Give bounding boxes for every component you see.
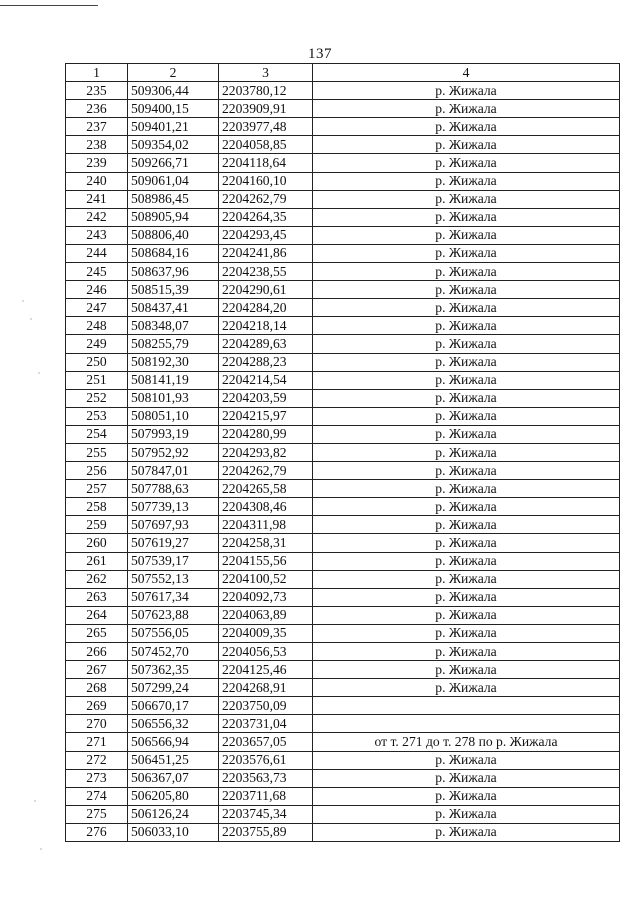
x-coordinate-cell: 508637,96: [128, 263, 219, 281]
point-number-cell: 267: [66, 661, 128, 679]
table-row: [66, 588, 620, 606]
point-number-cell: 237: [66, 118, 128, 136]
y-coordinate-cell: 2204058,85: [219, 136, 313, 154]
table-row: [66, 480, 620, 498]
y-coordinate-cell: 2204160,10: [219, 172, 313, 190]
table-row: [66, 407, 620, 425]
y-coordinate-cell: 2204092,73: [219, 588, 313, 606]
description-cell: от т. 271 до т. 278 по р. Жижала: [313, 733, 620, 751]
table-row: [66, 208, 620, 226]
point-number-cell: 246: [66, 281, 128, 299]
y-coordinate-cell: 2204262,79: [219, 190, 313, 208]
scan-speck: [22, 300, 24, 302]
y-coordinate-cell: 2204265,58: [219, 480, 313, 498]
x-coordinate-cell: 508986,45: [128, 190, 219, 208]
y-coordinate-cell: 2204238,55: [219, 263, 313, 281]
point-number-cell: 269: [66, 697, 128, 715]
y-coordinate-cell: 2203977,48: [219, 118, 313, 136]
point-number-cell: 251: [66, 371, 128, 389]
x-coordinate-cell: 506670,17: [128, 697, 219, 715]
description-cell: р. Жижала: [313, 443, 620, 461]
x-coordinate-cell: 508684,16: [128, 244, 219, 262]
x-coordinate-cell: 506566,94: [128, 733, 219, 751]
header-col-1: 1: [66, 64, 128, 82]
x-coordinate-cell: 509306,44: [128, 82, 219, 100]
description-cell: р. Жижала: [313, 606, 620, 624]
y-coordinate-cell: 2204203,59: [219, 389, 313, 407]
y-coordinate-cell: 2204284,20: [219, 299, 313, 317]
description-cell: р. Жижала: [313, 263, 620, 281]
page-number: 137: [308, 46, 332, 62]
x-coordinate-cell: 506451,25: [128, 751, 219, 769]
x-coordinate-cell: 506033,10: [128, 823, 219, 841]
point-number-cell: 258: [66, 498, 128, 516]
description-cell: р. Жижала: [313, 516, 620, 534]
y-coordinate-cell: 2204264,35: [219, 208, 313, 226]
y-coordinate-cell: 2204262,79: [219, 462, 313, 480]
x-coordinate-cell: 507952,92: [128, 443, 219, 461]
table-row: [66, 462, 620, 480]
table-row: [66, 82, 620, 100]
description-cell: р. Жижала: [313, 480, 620, 498]
point-number-cell: 274: [66, 787, 128, 805]
description-cell: р. Жижала: [313, 462, 620, 480]
x-coordinate-cell: 508141,19: [128, 371, 219, 389]
table-row: [66, 371, 620, 389]
x-coordinate-cell: 508348,07: [128, 317, 219, 335]
description-cell: р. Жижала: [313, 335, 620, 353]
table-row: [66, 624, 620, 642]
description-cell: р. Жижала: [313, 136, 620, 154]
point-number-cell: 259: [66, 516, 128, 534]
table-row: [66, 679, 620, 697]
description-cell: р. Жижала: [313, 588, 620, 606]
point-number-cell: 250: [66, 353, 128, 371]
y-coordinate-cell: 2204218,14: [219, 317, 313, 335]
x-coordinate-cell: 508101,93: [128, 389, 219, 407]
description-cell: р. Жижала: [313, 751, 620, 769]
y-coordinate-cell: 2204214,54: [219, 371, 313, 389]
y-coordinate-cell: 2204009,35: [219, 624, 313, 642]
table-row: [66, 281, 620, 299]
table-body: [66, 82, 620, 842]
point-number-cell: 273: [66, 769, 128, 787]
table-row: [66, 606, 620, 624]
point-number-cell: 252: [66, 389, 128, 407]
description-cell: р. Жижала: [313, 823, 620, 841]
x-coordinate-cell: 507739,13: [128, 498, 219, 516]
table-row: [66, 534, 620, 552]
x-coordinate-cell: 506367,07: [128, 769, 219, 787]
description-cell: р. Жижала: [313, 299, 620, 317]
description-cell: р. Жижала: [313, 425, 620, 443]
point-number-cell: 255: [66, 443, 128, 461]
description-cell: р. Жижала: [313, 281, 620, 299]
description-cell: р. Жижала: [313, 100, 620, 118]
coordinates-table: [65, 63, 620, 842]
description-cell: р. Жижала: [313, 552, 620, 570]
point-number-cell: 270: [66, 715, 128, 733]
description-cell: р. Жижала: [313, 244, 620, 262]
table-row: [66, 697, 620, 715]
y-coordinate-cell: 2203657,05: [219, 733, 313, 751]
point-number-cell: 272: [66, 751, 128, 769]
x-coordinate-cell: 508051,10: [128, 407, 219, 425]
x-coordinate-cell: 507617,34: [128, 588, 219, 606]
x-coordinate-cell: 508192,30: [128, 353, 219, 371]
point-number-cell: 264: [66, 606, 128, 624]
x-coordinate-cell: 508255,79: [128, 335, 219, 353]
x-coordinate-cell: 508437,41: [128, 299, 219, 317]
table-row: [66, 118, 620, 136]
description-cell: р. Жижала: [313, 787, 620, 805]
point-number-cell: 249: [66, 335, 128, 353]
y-coordinate-cell: 2203745,34: [219, 805, 313, 823]
header-col-3: 3: [219, 64, 313, 82]
y-coordinate-cell: 2203563,73: [219, 769, 313, 787]
description-cell: р. Жижала: [313, 389, 620, 407]
x-coordinate-cell: 508806,40: [128, 226, 219, 244]
point-number-cell: 236: [66, 100, 128, 118]
y-coordinate-cell: 2204063,89: [219, 606, 313, 624]
table-row: [66, 570, 620, 588]
point-number-cell: 241: [66, 190, 128, 208]
y-coordinate-cell: 2204289,63: [219, 335, 313, 353]
table-row: [66, 751, 620, 769]
table-row: [66, 443, 620, 461]
header-row: [66, 64, 620, 82]
point-number-cell: 268: [66, 679, 128, 697]
x-coordinate-cell: 506205,80: [128, 787, 219, 805]
table-row: [66, 643, 620, 661]
point-number-cell: 276: [66, 823, 128, 841]
y-coordinate-cell: 2204215,97: [219, 407, 313, 425]
y-coordinate-cell: 2204056,53: [219, 643, 313, 661]
x-coordinate-cell: 509400,15: [128, 100, 219, 118]
point-number-cell: 271: [66, 733, 128, 751]
header-col-4: 4: [313, 64, 620, 82]
table-row: [66, 226, 620, 244]
x-coordinate-cell: 507788,63: [128, 480, 219, 498]
x-coordinate-cell: 506556,32: [128, 715, 219, 733]
description-cell: р. Жижала: [313, 172, 620, 190]
x-coordinate-cell: 507993,19: [128, 425, 219, 443]
y-coordinate-cell: 2204258,31: [219, 534, 313, 552]
description-cell: р. Жижала: [313, 679, 620, 697]
y-coordinate-cell: 2203750,09: [219, 697, 313, 715]
x-coordinate-cell: 507697,93: [128, 516, 219, 534]
point-number-cell: 263: [66, 588, 128, 606]
y-coordinate-cell: 2203711,68: [219, 787, 313, 805]
point-number-cell: 257: [66, 480, 128, 498]
scan-speck: [40, 848, 42, 850]
x-coordinate-cell: 507539,17: [128, 552, 219, 570]
point-number-cell: 248: [66, 317, 128, 335]
description-cell: р. Жижала: [313, 371, 620, 389]
x-coordinate-cell: 508905,94: [128, 208, 219, 226]
table-row: [66, 661, 620, 679]
y-coordinate-cell: 2204118,64: [219, 154, 313, 172]
x-coordinate-cell: 507299,24: [128, 679, 219, 697]
x-coordinate-cell: 507362,35: [128, 661, 219, 679]
point-number-cell: 256: [66, 462, 128, 480]
table-row: [66, 317, 620, 335]
description-cell: [313, 697, 620, 715]
point-number-cell: 243: [66, 226, 128, 244]
x-coordinate-cell: 507623,88: [128, 606, 219, 624]
y-coordinate-cell: 2203780,12: [219, 82, 313, 100]
description-cell: р. Жижала: [313, 805, 620, 823]
description-cell: р. Жижала: [313, 317, 620, 335]
table-row: [66, 805, 620, 823]
corner-rule: [0, 0, 98, 6]
x-coordinate-cell: 507619,27: [128, 534, 219, 552]
table-row: [66, 335, 620, 353]
y-coordinate-cell: 2204311,98: [219, 516, 313, 534]
description-cell: р. Жижала: [313, 118, 620, 136]
table-row: [66, 769, 620, 787]
x-coordinate-cell: 507552,13: [128, 570, 219, 588]
y-coordinate-cell: 2204308,46: [219, 498, 313, 516]
y-coordinate-cell: 2203576,61: [219, 751, 313, 769]
description-cell: р. Жижала: [313, 498, 620, 516]
point-number-cell: 266: [66, 643, 128, 661]
table-row: [66, 552, 620, 570]
y-coordinate-cell: 2204268,91: [219, 679, 313, 697]
y-coordinate-cell: 2204125,46: [219, 661, 313, 679]
y-coordinate-cell: 2204155,56: [219, 552, 313, 570]
table-row: [66, 823, 620, 841]
x-coordinate-cell: 509354,02: [128, 136, 219, 154]
table-row: [66, 100, 620, 118]
description-cell: р. Жижала: [313, 407, 620, 425]
scan-speck: [38, 372, 40, 374]
x-coordinate-cell: 509266,71: [128, 154, 219, 172]
description-cell: р. Жижала: [313, 190, 620, 208]
description-cell: р. Жижала: [313, 534, 620, 552]
y-coordinate-cell: 2203755,89: [219, 823, 313, 841]
x-coordinate-cell: 508515,39: [128, 281, 219, 299]
y-coordinate-cell: 2203731,04: [219, 715, 313, 733]
point-number-cell: 262: [66, 570, 128, 588]
table-row: [66, 353, 620, 371]
table-row: [66, 154, 620, 172]
description-cell: р. Жижала: [313, 208, 620, 226]
table-row: [66, 190, 620, 208]
description-cell: р. Жижала: [313, 226, 620, 244]
description-cell: р. Жижала: [313, 353, 620, 371]
point-number-cell: 254: [66, 425, 128, 443]
description-cell: р. Жижала: [313, 154, 620, 172]
point-number-cell: 239: [66, 154, 128, 172]
table-row: [66, 389, 620, 407]
point-number-cell: 261: [66, 552, 128, 570]
x-coordinate-cell: 507556,05: [128, 624, 219, 642]
x-coordinate-cell: 509061,04: [128, 172, 219, 190]
y-coordinate-cell: 2203909,91: [219, 100, 313, 118]
scan-speck: [34, 800, 36, 802]
table-row: [66, 787, 620, 805]
table-row: [66, 244, 620, 262]
table-row: [66, 425, 620, 443]
table-row: [66, 733, 620, 751]
description-cell: р. Жижала: [313, 624, 620, 642]
x-coordinate-cell: 507847,01: [128, 462, 219, 480]
table-row: [66, 136, 620, 154]
point-number-cell: 247: [66, 299, 128, 317]
y-coordinate-cell: 2204241,86: [219, 244, 313, 262]
description-cell: р. Жижала: [313, 661, 620, 679]
y-coordinate-cell: 2204293,45: [219, 226, 313, 244]
y-coordinate-cell: 2204280,99: [219, 425, 313, 443]
y-coordinate-cell: 2204290,61: [219, 281, 313, 299]
scan-speck: [30, 318, 32, 320]
point-number-cell: 238: [66, 136, 128, 154]
point-number-cell: 242: [66, 208, 128, 226]
x-coordinate-cell: 509401,21: [128, 118, 219, 136]
point-number-cell: 260: [66, 534, 128, 552]
description-cell: [313, 715, 620, 733]
y-coordinate-cell: 2204288,23: [219, 353, 313, 371]
table-row: [66, 715, 620, 733]
point-number-cell: 240: [66, 172, 128, 190]
table-row: [66, 516, 620, 534]
point-number-cell: 244: [66, 244, 128, 262]
point-number-cell: 253: [66, 407, 128, 425]
y-coordinate-cell: 2204100,52: [219, 570, 313, 588]
description-cell: р. Жижала: [313, 769, 620, 787]
point-number-cell: 265: [66, 624, 128, 642]
table-row: [66, 263, 620, 281]
description-cell: р. Жижала: [313, 570, 620, 588]
description-cell: р. Жижала: [313, 82, 620, 100]
header-col-2: 2: [128, 64, 219, 82]
x-coordinate-cell: 506126,24: [128, 805, 219, 823]
point-number-cell: 245: [66, 263, 128, 281]
x-coordinate-cell: 507452,70: [128, 643, 219, 661]
description-cell: р. Жижала: [313, 643, 620, 661]
point-number-cell: 235: [66, 82, 128, 100]
table-row: [66, 498, 620, 516]
y-coordinate-cell: 2204293,82: [219, 443, 313, 461]
point-number-cell: 275: [66, 805, 128, 823]
table-row: [66, 299, 620, 317]
table-row: [66, 172, 620, 190]
